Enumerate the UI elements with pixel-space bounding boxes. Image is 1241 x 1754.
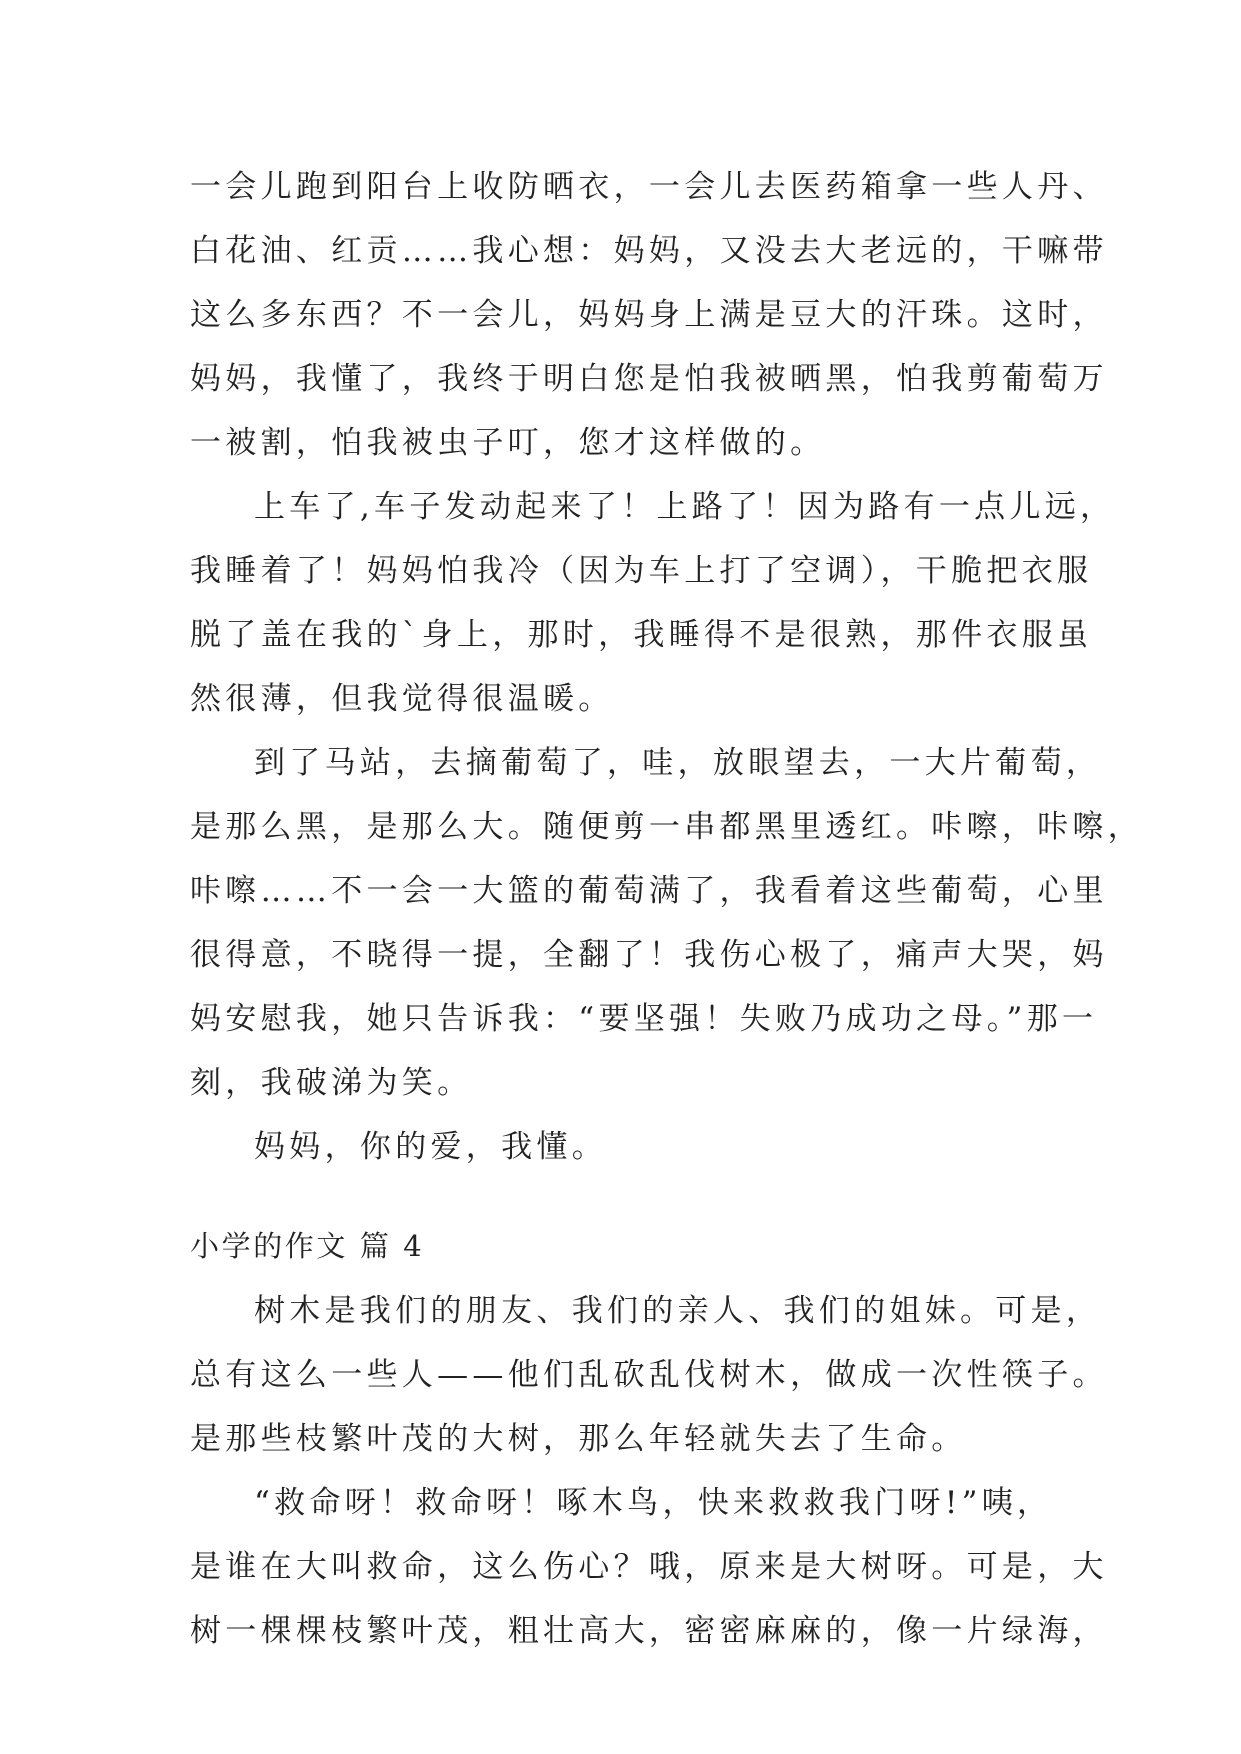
text-line: 刻，我破涕为笑。 bbox=[190, 1065, 473, 1101]
text-line: 我睡着了！妈妈怕我冷（因为车上打了空调），干脆把衣服 bbox=[190, 553, 1093, 589]
text-line: 是谁在大叫救命，这么伤心？哦，原来是大树呀。可是，大 bbox=[190, 1549, 1108, 1585]
text-line: 脱了盖在我的`身上，那时，我睡得不是很熟，那件衣服虽 bbox=[190, 617, 1093, 653]
text-line: 妈妈，我懂了，我终于明白您是怕我被晒黑，怕我剪葡萄万 bbox=[190, 361, 1108, 397]
text-line: 白花油、红贡……我心想：妈妈，又没去大老远的，干嘛带 bbox=[190, 233, 1108, 269]
text-line: 这么多东西？不一会儿，妈妈身上满是豆大的汗珠。这时， bbox=[190, 297, 1108, 333]
text-line: 然很薄，但我觉得很温暖。 bbox=[190, 681, 614, 717]
text-line: 一会儿跑到阳台上收防晒衣，一会儿去医药箱拿一些人丹、 bbox=[190, 169, 1108, 205]
text-line: 一被割，怕我被虫子叮，您才这样做的。 bbox=[190, 425, 826, 461]
text-line: 妈妈，你的爱，我懂。 bbox=[254, 1129, 607, 1165]
text-line: 上车了,车子发动起来了！上路了！因为路有一点儿远， bbox=[254, 489, 1116, 525]
text-line: 树木是我们的朋友、我们的亲人、我们的姐妹。可是， bbox=[254, 1293, 1102, 1329]
text-line: 很得意，不晓得一提，全翻了！我伤心极了，痛声大哭，妈 bbox=[190, 937, 1108, 973]
text-line: “救命呀！救命呀！啄木鸟，快来救救我门呀!”咦， bbox=[254, 1485, 1053, 1521]
text-line: 树一棵棵枝繁叶茂，粗壮高大，密密麻麻的，像一片绿海， bbox=[190, 1613, 1108, 1649]
text-line: 总有这么一些人——他们乱砍乱伐树木，做成一次性筷子。 bbox=[190, 1357, 1108, 1393]
text-line: 妈安慰我，她只告诉我：“要坚强！失败乃成功之母。”那一 bbox=[190, 1001, 1098, 1037]
text-line: 是那么黑，是那么大。随便剪一串都黑里透红。咔嚓，咔嚓， bbox=[190, 809, 1144, 845]
section-heading: 小学的作文 篇 4 bbox=[190, 1229, 425, 1263]
text-line: 咔嚓……不一会一大篮的葡萄满了，我看着这些葡萄，心里 bbox=[190, 873, 1108, 909]
text-line: 是那些枝繁叶茂的大树，那么年轻就失去了生命。 bbox=[190, 1421, 967, 1457]
text-line: 到了马站，去摘葡萄了，哇，放眼望去，一大片葡萄， bbox=[254, 745, 1102, 781]
